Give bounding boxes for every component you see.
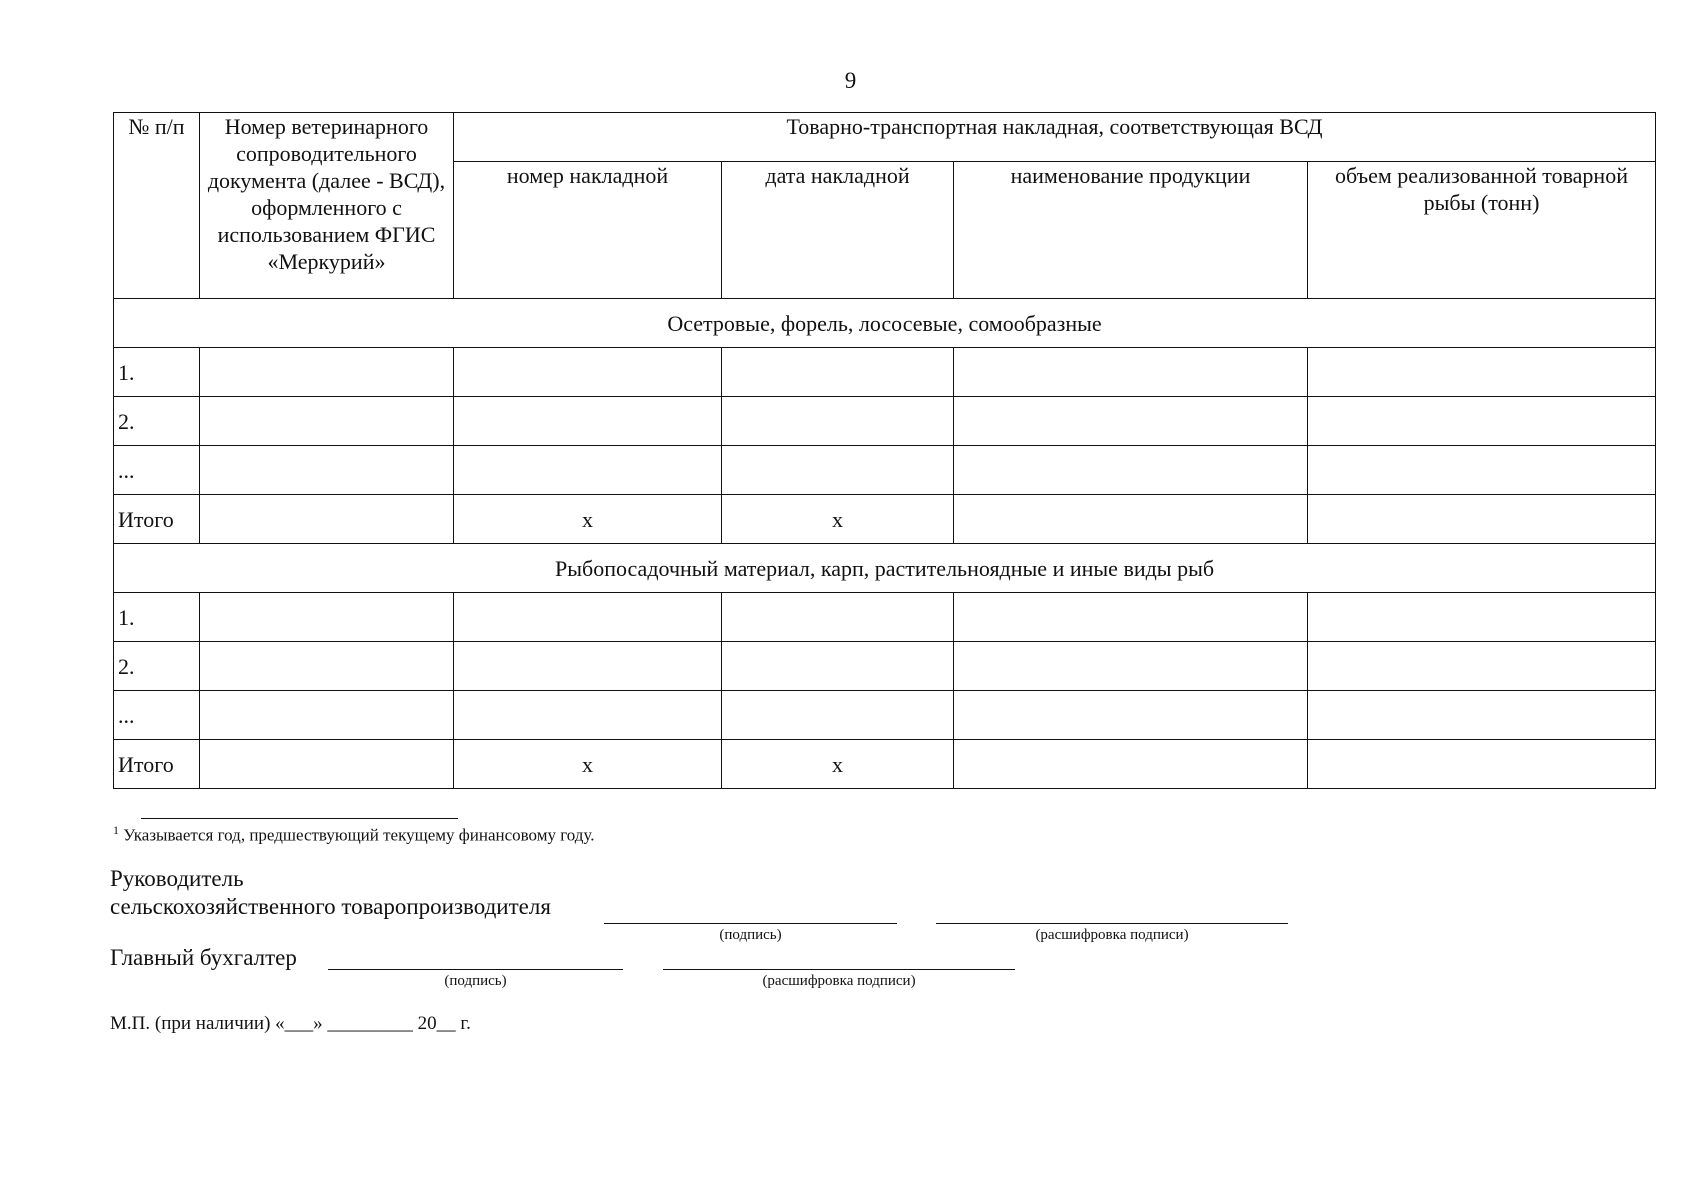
product-name-cell[interactable] (954, 495, 1308, 544)
not-applicable-mark: x (454, 495, 722, 544)
invoice-number-cell[interactable] (454, 397, 722, 446)
accountant-label: Главный бухгалтер (110, 945, 297, 970)
header-num: № п/п (114, 113, 200, 299)
section-title: Осетровые, форель, лососевые, сомообразные (114, 299, 1656, 348)
volume-cell[interactable] (1308, 593, 1656, 642)
invoice-date-cell[interactable] (722, 691, 954, 740)
head-decode-line[interactable] (936, 923, 1288, 924)
footnote-text: Указывается год, предшествующий текущему финансовому году. (123, 825, 595, 845)
accountant-decode-line[interactable] (663, 969, 1015, 970)
volume-cell[interactable] (1308, 348, 1656, 397)
stamp-date-line: М.П. (при наличии) «___» _________ 20__ г. (110, 1013, 471, 1034)
header-volume: объем реализованной товарной рыбы (тонн) (1308, 162, 1656, 299)
header-invoice-number: номер накладной (454, 162, 722, 299)
vsd-cell[interactable] (200, 348, 454, 397)
volume-cell[interactable] (1308, 495, 1656, 544)
vsd-cell[interactable] (200, 691, 454, 740)
invoice-date-cell[interactable] (722, 446, 954, 495)
row-number: 2. (114, 397, 200, 446)
row-number: 1. (114, 593, 200, 642)
invoice-number-cell[interactable] (454, 348, 722, 397)
vsd-cell[interactable] (200, 593, 454, 642)
table-row (114, 397, 1656, 446)
head-label-line2: сельскохозяйственного товаропроизводителя (110, 894, 551, 919)
product-name-cell[interactable] (954, 348, 1308, 397)
product-name-cell[interactable] (954, 740, 1308, 789)
section-title: Рыбопосадочный материал, карп, растительноядные и иные виды рыб (114, 544, 1656, 593)
not-applicable-mark: x (722, 740, 954, 789)
page-number: 9 (844, 68, 857, 93)
vsd-cell[interactable] (200, 446, 454, 495)
invoice-number-cell[interactable] (454, 691, 722, 740)
volume-cell[interactable] (1308, 446, 1656, 495)
total-label: Итого (114, 740, 200, 789)
header-vsd-number: Номер ветеринарного сопроводительного документа (далее - ВСД), оформленного с использованием ФГИС «Меркурий» (200, 113, 454, 299)
table-row (114, 691, 1656, 740)
footnote-separator (141, 818, 458, 819)
volume-cell[interactable] (1308, 691, 1656, 740)
table-row (114, 642, 1656, 691)
header-product-name: наименование продукции (954, 162, 1308, 299)
invoice-date-cell[interactable] (722, 642, 954, 691)
volume-cell[interactable] (1308, 740, 1656, 789)
product-name-cell[interactable] (954, 642, 1308, 691)
invoice-date-cell[interactable] (722, 397, 954, 446)
accountant-decode-caption: (расшифровка подписи) (762, 973, 916, 989)
head-signature-line[interactable] (604, 923, 897, 924)
vsd-cell[interactable] (200, 642, 454, 691)
product-name-cell[interactable] (954, 446, 1308, 495)
not-applicable-mark: x (722, 495, 954, 544)
total-row (114, 495, 1656, 544)
invoice-number-cell[interactable] (454, 593, 722, 642)
accountant-sign-caption: (подпись) (444, 973, 507, 989)
total-row (114, 740, 1656, 789)
footnote-marker: 1 (113, 823, 119, 837)
vsd-cell[interactable] (200, 397, 454, 446)
vsd-cell[interactable] (200, 495, 454, 544)
accountant-signature-line[interactable] (328, 969, 623, 970)
not-applicable-mark: x (454, 740, 722, 789)
row-number: ... (114, 691, 200, 740)
head-label-line1: Руководитель (110, 866, 244, 891)
table-row (114, 348, 1656, 397)
invoice-date-cell[interactable] (722, 348, 954, 397)
invoice-number-cell[interactable] (454, 642, 722, 691)
volume-cell[interactable] (1308, 642, 1656, 691)
product-name-cell[interactable] (954, 593, 1308, 642)
product-name-cell[interactable] (954, 397, 1308, 446)
vsd-cell[interactable] (200, 740, 454, 789)
footnote (113, 823, 595, 846)
total-label: Итого (114, 495, 200, 544)
row-number: ... (114, 446, 200, 495)
table-row (114, 593, 1656, 642)
volume-cell[interactable] (1308, 397, 1656, 446)
invoice-number-cell[interactable] (454, 446, 722, 495)
row-number: 1. (114, 348, 200, 397)
header-waybill-group: Товарно-транспортная накладная, соответствующая ВСД (454, 113, 1656, 162)
fish-sales-table (113, 112, 1656, 789)
product-name-cell[interactable] (954, 691, 1308, 740)
head-decode-caption: (расшифровка подписи) (1035, 927, 1189, 943)
table-row (114, 446, 1656, 495)
head-sign-caption: (подпись) (719, 927, 782, 943)
row-number: 2. (114, 642, 200, 691)
header-invoice-date: дата накладной (722, 162, 954, 299)
invoice-date-cell[interactable] (722, 593, 954, 642)
